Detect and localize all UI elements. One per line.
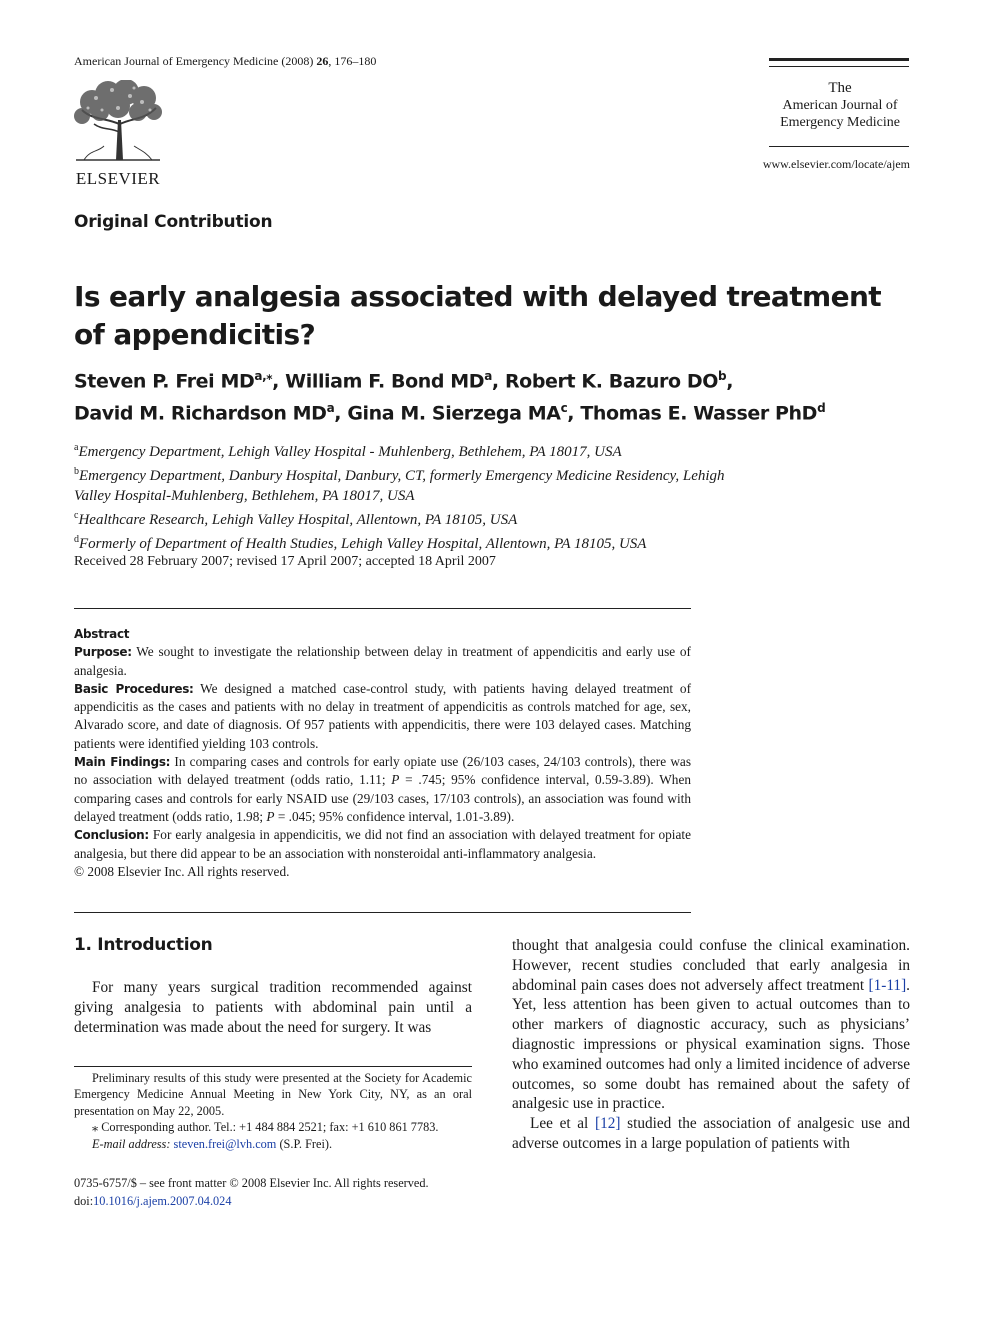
front-matter [74, 1174, 472, 1210]
abstract-copyright: © 2008 Elsevier Inc. All rights reserved. [74, 863, 290, 879]
doi-link[interactable]: 10.1016/j.ajem.2007.04.024 [93, 1194, 232, 1208]
abstract [74, 625, 691, 881]
section-heading: 1. Introduction [74, 935, 213, 955]
footnote-rule [74, 1066, 472, 1067]
author-list: Steven P. Frei $MD^{a,⁎}$, William F. Bond $MD^a$, Robert K. Bazuro $DO^b$, David M. Richardson $MD^a$, Gina M. Sierzega $MA^c$, Thomas E. Wasser PhD$^d$ [74, 369, 826, 425]
author-affil-sup: b [717, 369, 727, 383]
citation-journal: American Journal of Emergency Medicine (2008) [74, 54, 317, 68]
citation-link[interactable]: [1-11] [868, 976, 907, 994]
abstract-rule-top [74, 608, 691, 609]
abstract-findings: Main Findings: In comparing cases and controls for early opiate use (26/103 cases, 24/103 controls), there was no association with delayed treatment (odds ratio, 1.11; P = .745; 95% confidence interval, 0.59-3.89). When comparing cases and controls for early NSAID use (29/103 cases, 17/103 controls), an association was found with delayed treatment (odds ratio, 1.98; P = .045; 95% confidence interval, 1.01-3.89). [74, 754, 692, 824]
footnote-corresponding: ⁎ Corresponding author. Tel.: +1 484 884 2521; fax: +1 610 861 7783. [92, 1120, 439, 1135]
citation-link[interactable]: [12] [594, 1115, 621, 1133]
journal-rule-top [769, 58, 909, 61]
elsevier-tree-icon [72, 80, 164, 162]
paragraph: Lee et al [12] studied the association of analgesic use and adverse outcomes in a large population of patients with [512, 1115, 910, 1152]
abstract-purpose: Purpose: We sought to investigate the relationship between delay in treatment of appendicitis and early use of analgesia. [74, 644, 691, 678]
author: David M. Richardson MD [74, 402, 327, 425]
doi-line: doi:10.1016/j.ajem.2007.04.024 [74, 1194, 232, 1208]
author-affil-sup: a [484, 369, 492, 383]
author: Robert K. Bazuro DO [504, 370, 718, 393]
section-label: Original Contribution [74, 212, 273, 232]
body-column-left [74, 978, 472, 1038]
footnote-email: E-mail address: steven.frei@lvh.com (S.P. Frei). [92, 1136, 333, 1151]
footnotes [74, 1070, 472, 1152]
author-affil-sup: c [560, 401, 568, 416]
issn-line: 0735-6757/$ – see front matter © 2008 Elsevier Inc. All rights reserved. [74, 1176, 429, 1190]
paragraph: For many years surgical tradition recommended against giving analgesia to patients with abdominal pain until a determination was made about the need for surgery. It was [74, 979, 472, 1036]
publisher-name: ELSEVIER [75, 169, 161, 188]
citation-volume: 26 [316, 54, 329, 68]
footnote-presented: Preliminary results of this study were presented at the Society for Academic Emergency Medicine Annual Meeting in New York City, NY, as an oral presentation on May 22, 2005. [74, 1071, 472, 1118]
journal-citation [74, 54, 376, 69]
journal-name-line1: The [828, 80, 852, 96]
journal-name-line2: American Journal of [782, 98, 898, 113]
author: William F. Bond MD [285, 370, 485, 393]
journal-name [760, 80, 920, 131]
affiliations [74, 438, 834, 554]
journal-rule-under [769, 146, 909, 147]
journal-name-line3: Emergency Medicine [780, 115, 900, 130]
affiliation: $^b$Emergency Department, Danbury Hospital, Danbury, CT, formerly Emergency Medicine Residency, Lehigh Valley Hospital-Muhlenberg, Bethlehem, PA 18017, USA [74, 466, 725, 504]
paragraph: thought that analgesia could confuse the clinical examination. However, recent studies concluded that early analgesia in abdominal pain cases does not adversely affect treatment [1-11]. Yet, less attention has been given to actual outcomes than to other markers of diagnostic accuracy, such as physicians’ diagnostic impressions or physical examination signs. Those who examined outcomes had only a limited incidence of adverse outcomes, so some doubt has remained about the safety of analgesic use in practice. [512, 937, 910, 1113]
author: Thomas E. Wasser PhD [580, 402, 818, 425]
abstract-heading: Abstract [74, 627, 130, 641]
abstract-procedures: Basic Procedures: We designed a matched case-control study, with patients having delayed treatment of appendicitis as the cases and patients with no delay in treatment of appendicitis as controls matched for age, sex, Alvarado score, and date of diagnosis. Of 957 patients with appendicitis, there were 103 delayed cases. Matching patients were identified yielding 103 controls. [74, 680, 691, 751]
elsevier-logo [72, 80, 164, 188]
author-affil-sup: a,⁎ [254, 369, 273, 383]
citation-pages: , 176–180 [328, 54, 377, 68]
abstract-conclusion: Conclusion: For early analgesia in appendicitis, we did not find an association with delayed treatment for opiate analgesia, but there did appear to be an association with nonsteroidal anti-inflammatory analgesia. [74, 827, 691, 861]
journal-rule-bottom [769, 66, 909, 67]
abstract-rule-bottom [74, 912, 691, 913]
article-title: Is early analgesia associated with delayed treatment of appendicitis? [74, 280, 882, 351]
affiliation: $^d$Formerly of Department of Health Studies, Lehigh Valley Hospital, Allentown, PA 18105, USA [74, 534, 647, 552]
body-column-right [512, 936, 910, 1154]
journal-url[interactable]: www.elsevier.com/locate/ajem [762, 157, 910, 171]
email-link[interactable]: steven.frei@lvh.com [173, 1136, 277, 1151]
affiliation: $^a$Emergency Department, Lehigh Valley Hospital - Muhlenberg, Bethlehem, PA 18017, USA [74, 442, 622, 460]
author: Gina M. Sierzega MA [347, 402, 561, 425]
author-affil-sup: d [817, 401, 826, 416]
author: Steven P. Frei MD [74, 370, 255, 393]
author-affil-sup: a [326, 401, 335, 416]
affiliation: $^c$Healthcare Research, Lehigh Valley Hospital, Allentown, PA 18105, USA [74, 510, 518, 528]
received-dates: Received 28 February 2007; revised 17 April 2007; accepted 18 April 2007 [74, 554, 496, 569]
